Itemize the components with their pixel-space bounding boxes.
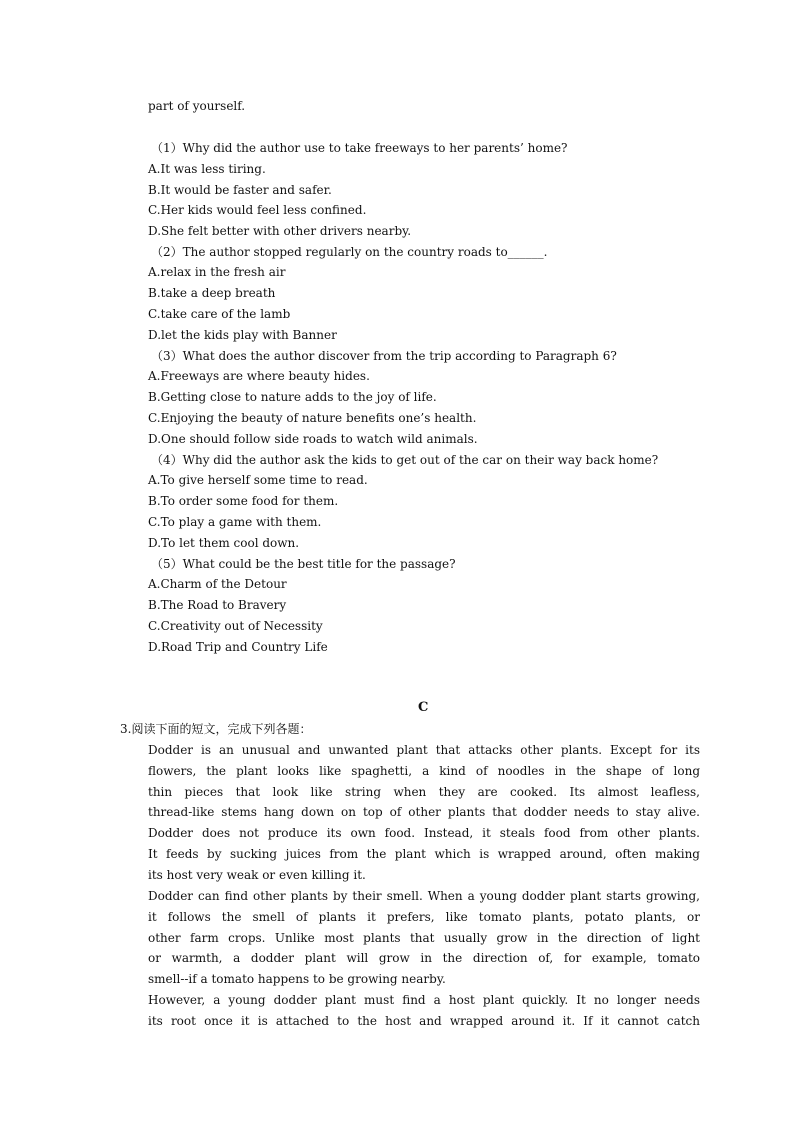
question-3-stem: （3）What does the author discover from the trip according to Paragraph 6? <box>151 349 617 363</box>
question-4-stem: （4）Why did the author ask the kids to get out of the car on their way back home? <box>151 453 659 467</box>
question-3-option-b: B.Getting close to nature adds to the joy of life. <box>148 390 437 404</box>
passage-line: However, a young dodder plant must find a host plant quickly. It no longer needs <box>148 993 700 1007</box>
passage-paragraph-1 <box>148 740 700 886</box>
passage-line: Dodder does not produce its own food. Instead, it steals food from other plants. <box>148 826 700 841</box>
question-2-stem: （2）The author stopped regularly on the country roads to______. <box>151 245 548 259</box>
carryover-text: part of yourself. <box>148 99 246 113</box>
question-1-stem: （1）Why did the author use to take freeways to her parents’ home? <box>151 141 568 155</box>
passage-line: thread-like stems hang down on top of other plants that dodder needs to stay alive. <box>148 805 700 820</box>
question-4-option-a: A.To give herself some time to read. <box>148 473 368 487</box>
section-letter: C <box>418 700 429 715</box>
question-2-option-d: D.let the kids play with Banner <box>148 328 337 342</box>
passage-line: other farm crops. Unlike most plants that usually grow in the direction of light <box>148 930 700 945</box>
question-1-option-a: A.It was less tiring. <box>148 162 266 176</box>
question-5-option-b: B.The Road to Bravery <box>148 598 287 612</box>
passage-paragraph-3 <box>148 990 700 1032</box>
question-2-option-b: B.take a deep breath <box>148 286 276 300</box>
passage-line: its host very weak or even killing it. <box>148 867 366 882</box>
passage-line: it follows the smell of plants it prefers, like tomato plants, potato plants, or <box>148 909 700 924</box>
question-4-option-c: C.To play a game with them. <box>148 515 322 529</box>
reading-instruction: 3.阅读下面的短文，完成下列各题： <box>120 722 312 736</box>
question-4-option-d: D.To let them cool down. <box>148 536 300 550</box>
passage-line: It feeds by sucking juices from the plant which is wrapped around, often making <box>148 846 700 861</box>
question-3-option-c: C.Enjoying the beauty of nature benefits one’s health. <box>148 411 477 425</box>
passage-line: or warmth, a dodder plant will grow in the direction of, for example, tomato <box>148 951 700 966</box>
passage-line: flowers, the plant looks like spaghetti, a kind of noodles in the shape of long <box>148 763 700 778</box>
question-5-stem: （5）What could be the best title for the passage? <box>151 557 456 571</box>
passage-line: smell--if a tomato happens to be growing nearby. <box>148 972 446 987</box>
question-1-option-c: C.Her kids would feel less confined. <box>148 203 367 217</box>
passage-line: its root once it is attached to the host and wrapped around it. If it cannot catch <box>148 1013 700 1028</box>
question-2-option-c: C.take care of the lamb <box>148 307 291 321</box>
question-3-option-d: D.One should follow side roads to watch wild animals. <box>148 432 478 446</box>
question-4-option-b: B.To order some food for them. <box>148 494 339 508</box>
passage-line: Dodder can find other plants by their smell. When a young dodder plant starts growing, <box>148 889 700 903</box>
question-3-option-a: A.Freeways are where beauty hides. <box>148 369 370 383</box>
passage-line: Dodder is an unusual and unwanted plant that attacks other plants. Except for its <box>148 743 700 757</box>
question-1-option-d: D.She felt better with other drivers nearby. <box>148 224 412 238</box>
question-5-option-a: A.Charm of the Detour <box>148 577 287 591</box>
passage-paragraph-2 <box>148 886 700 990</box>
question-5-option-d: D.Road Trip and Country Life <box>148 640 328 654</box>
passage-line: thin pieces that look like string when they are cooked. Its almost leafless, <box>148 784 700 799</box>
question-1-option-b: B.It would be faster and safer. <box>148 183 332 197</box>
question-2-option-a: A.relax in the fresh air <box>148 265 286 279</box>
question-5-option-c: C.Creativity out of Necessity <box>148 619 323 633</box>
